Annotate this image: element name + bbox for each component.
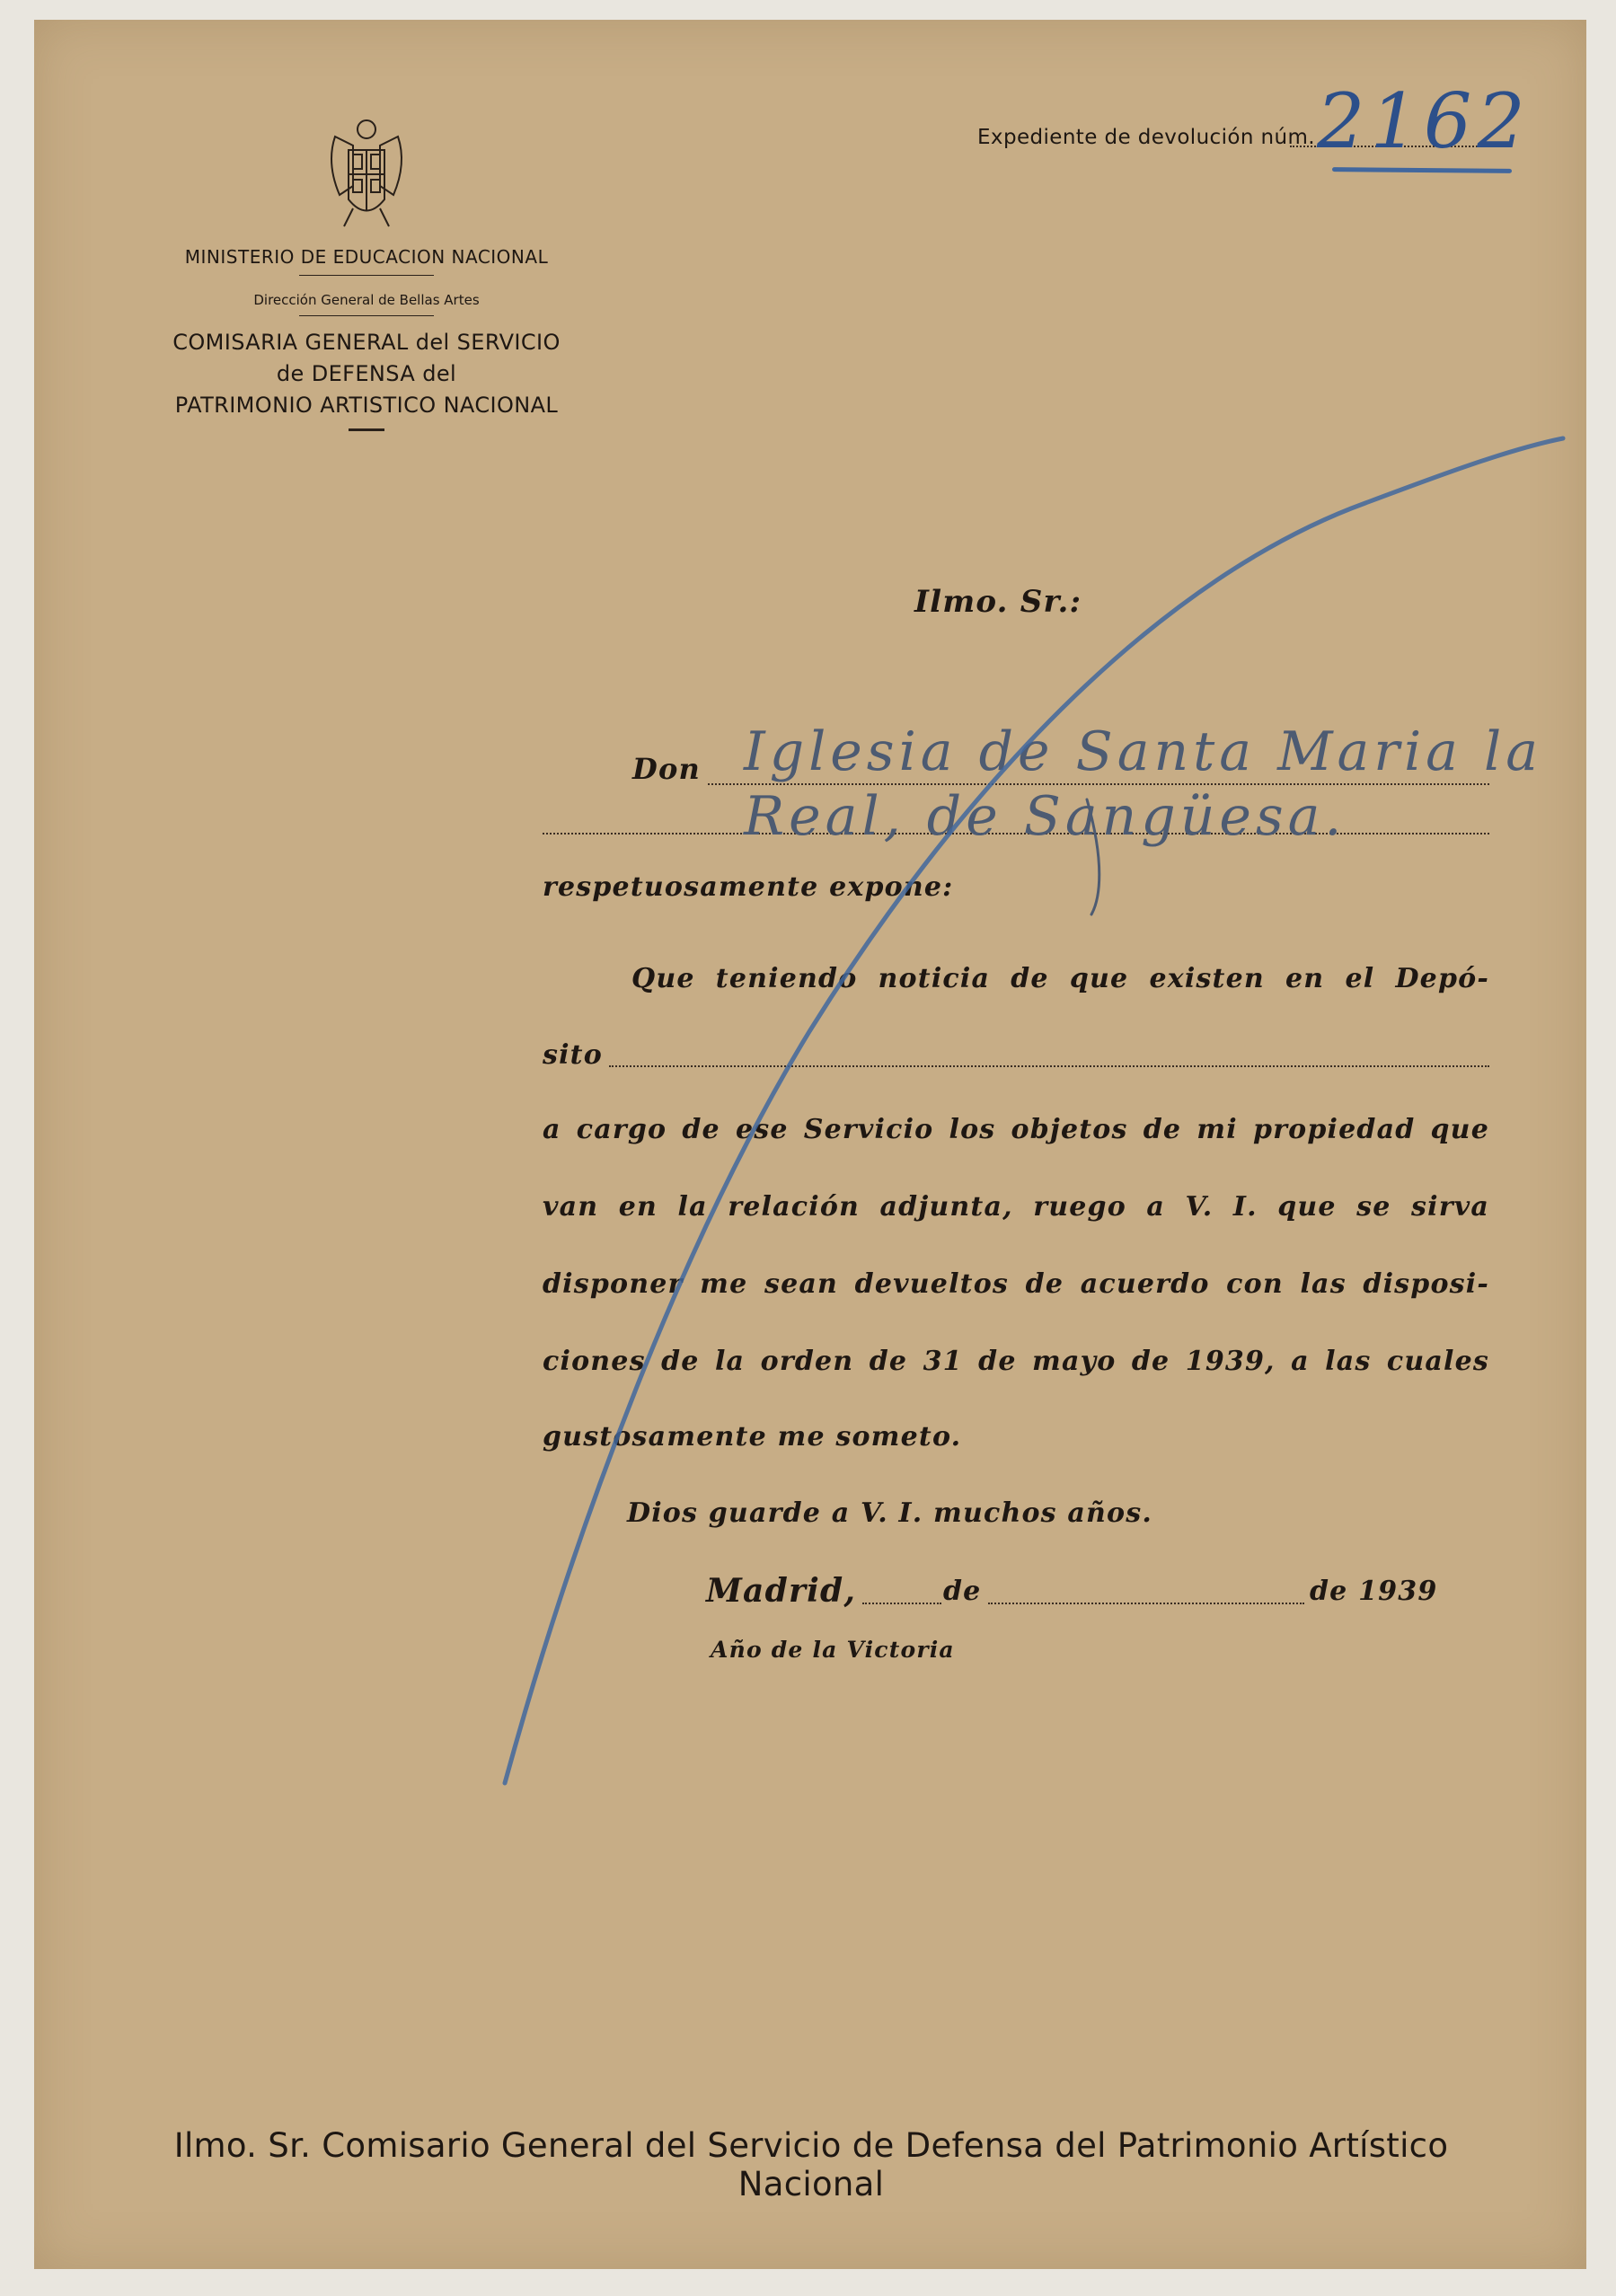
- date-city: Madrid,: [706, 1572, 857, 1610]
- date-year: de 1939: [1310, 1576, 1438, 1607]
- divider: [299, 275, 434, 276]
- body-line-6: disponer me sean devueltos de acuerdo con las disposi-: [543, 1268, 1489, 1300]
- divider: [299, 315, 434, 316]
- body-line-5: van en la relación adjunta, ruego a V. I. que se sirva: [543, 1191, 1489, 1223]
- body-line-7: ciones de la orden de 31 de mayo de 1939, a las cuales: [543, 1346, 1489, 1377]
- body-line-2: Que teniendo noticia de que existen en el Depó-: [631, 963, 1489, 994]
- commission-line-1: COMISARIA GENERAL del SERVICIO: [172, 330, 561, 355]
- petitioner-handwritten-1: Iglesia de Santa Maria la: [744, 720, 1542, 783]
- body-line-deposito: sito: [543, 1039, 603, 1071]
- don-label: Don: [632, 752, 701, 786]
- date-de: de: [943, 1576, 982, 1607]
- expediente-label: Expediente de devolución núm.: [977, 126, 1316, 149]
- direction-name: Dirección General de Bellas Artes: [253, 292, 480, 308]
- salutation: Ilmo. Sr.:: [914, 584, 1082, 620]
- commission-line-3: PATRIMONIO ARTISTICO NACIONAL: [174, 393, 559, 418]
- deposito-dotted-line: [609, 1065, 1489, 1067]
- closing-line: Dios guarde a V. I. muchos años.: [627, 1497, 1152, 1529]
- body-line-8: gustosamente me someto.: [543, 1421, 962, 1453]
- commission-line-2: de DEFENSA del: [276, 361, 457, 386]
- victory-year-label: Año de la Victoria: [711, 1637, 955, 1663]
- blue-pencil-underline: [1332, 167, 1512, 173]
- expediente-number: 2162: [1317, 77, 1531, 165]
- document-page: [34, 20, 1586, 2269]
- body-line-expone: respetuosamente expone:: [543, 871, 954, 903]
- body-line-4: a cargo de ese Servicio los objetos de mi propiedad que: [543, 1114, 1489, 1145]
- coat-of-arms-icon: [317, 110, 416, 235]
- date-month-dotted-line: [988, 1603, 1304, 1604]
- addressee-footer: Ilmo. Sr. Comisario General del Servicio de Defensa del Patrimonio Artístico Nacional: [173, 2126, 1449, 2203]
- petitioner-handwritten-2: Real, de Sangüesa.: [744, 785, 1347, 848]
- divider: [349, 428, 384, 431]
- ministry-name: MINISTERIO DE EDUCACION NACIONAL: [184, 246, 549, 268]
- letterhead: [151, 110, 582, 438]
- date-day-dotted-line: [862, 1603, 941, 1604]
